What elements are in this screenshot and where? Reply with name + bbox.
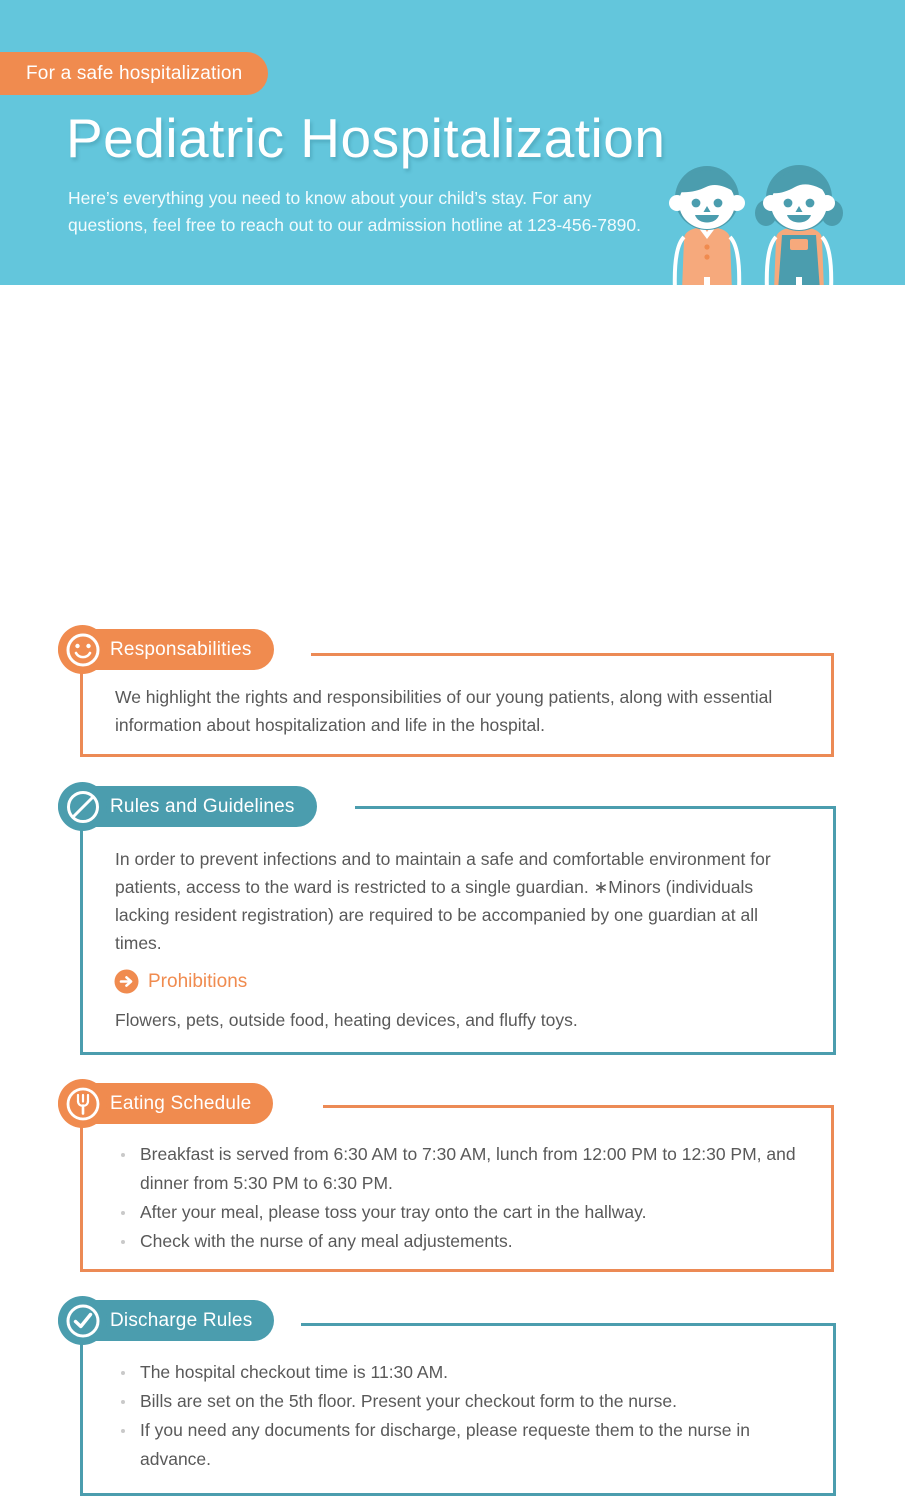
- section-tab-label: Eating Schedule: [110, 1092, 252, 1114]
- list-item: If you need any documents for discharge, please requeste them to the nurse in advance.: [113, 1416, 813, 1474]
- section-paragraph: In order to prevent infections and to maintain a safe and comfortable environment for patients, access to the ward is restricted to a single guardian. ∗Minors (individuals lacking resident registration) are required to be accompanied by one guardian at all times.: [115, 849, 771, 953]
- no-entry-icon: [58, 782, 107, 831]
- page-header: [0, 0, 905, 285]
- arrow-circle-right-icon: [114, 969, 139, 994]
- subheading-text: Flowers, pets, outside food, heating devices, and fluffy toys.: [115, 1010, 578, 1030]
- eyebrow-label: For a safe hospitalization: [26, 62, 243, 84]
- list-item: After your meal, please toss your tray onto the cart in the hallway.: [113, 1198, 803, 1227]
- section-tab-label: Discharge Rules: [110, 1309, 253, 1331]
- page-title: Pediatric Hospitalization: [66, 107, 666, 169]
- smiley-face-icon: [58, 625, 107, 674]
- subheading-prohibitions: [114, 969, 247, 994]
- list-item: Check with the nurse of any meal adjustements.: [113, 1227, 803, 1256]
- list-item: The hospital checkout time is 11:30 AM.: [113, 1358, 813, 1387]
- check-circle-icon: [58, 1296, 107, 1345]
- eating-schedule-list: [113, 1140, 803, 1256]
- list-item: Breakfast is served from 6:30 AM to 7:30 AM, lunch from 12:00 PM to 12:30 PM, and dinner from 5:30 PM to 6:30 PM.: [113, 1140, 803, 1198]
- page-subtitle: Here’s everything you need to know about your child’s stay. For any questions, feel free to reach out to our admission hotline at 123-456-7890.: [68, 188, 642, 235]
- discharge-rules-list: [113, 1358, 813, 1474]
- section-tab-eating[interactable]: [58, 1083, 273, 1124]
- list-item: Bills are set on the 5th floor. Present your checkout form to the nurse.: [113, 1387, 813, 1416]
- section-tab-discharge[interactable]: [58, 1300, 274, 1341]
- section-paragraph: We highlight the rights and responsibilities of our young patients, along with essential information about hospitalization and life in the hospital.: [115, 687, 773, 735]
- eyebrow-banner: [0, 52, 268, 95]
- children-illustration: [650, 165, 880, 285]
- section-tab-responsabilities[interactable]: [58, 629, 274, 670]
- section-tab-rules[interactable]: [58, 786, 317, 827]
- section-tab-label: Responsabilities: [110, 638, 252, 660]
- fork-icon: [58, 1079, 107, 1128]
- section-tab-label: Rules and Guidelines: [110, 795, 295, 817]
- subheading-label: Prohibitions: [148, 970, 248, 992]
